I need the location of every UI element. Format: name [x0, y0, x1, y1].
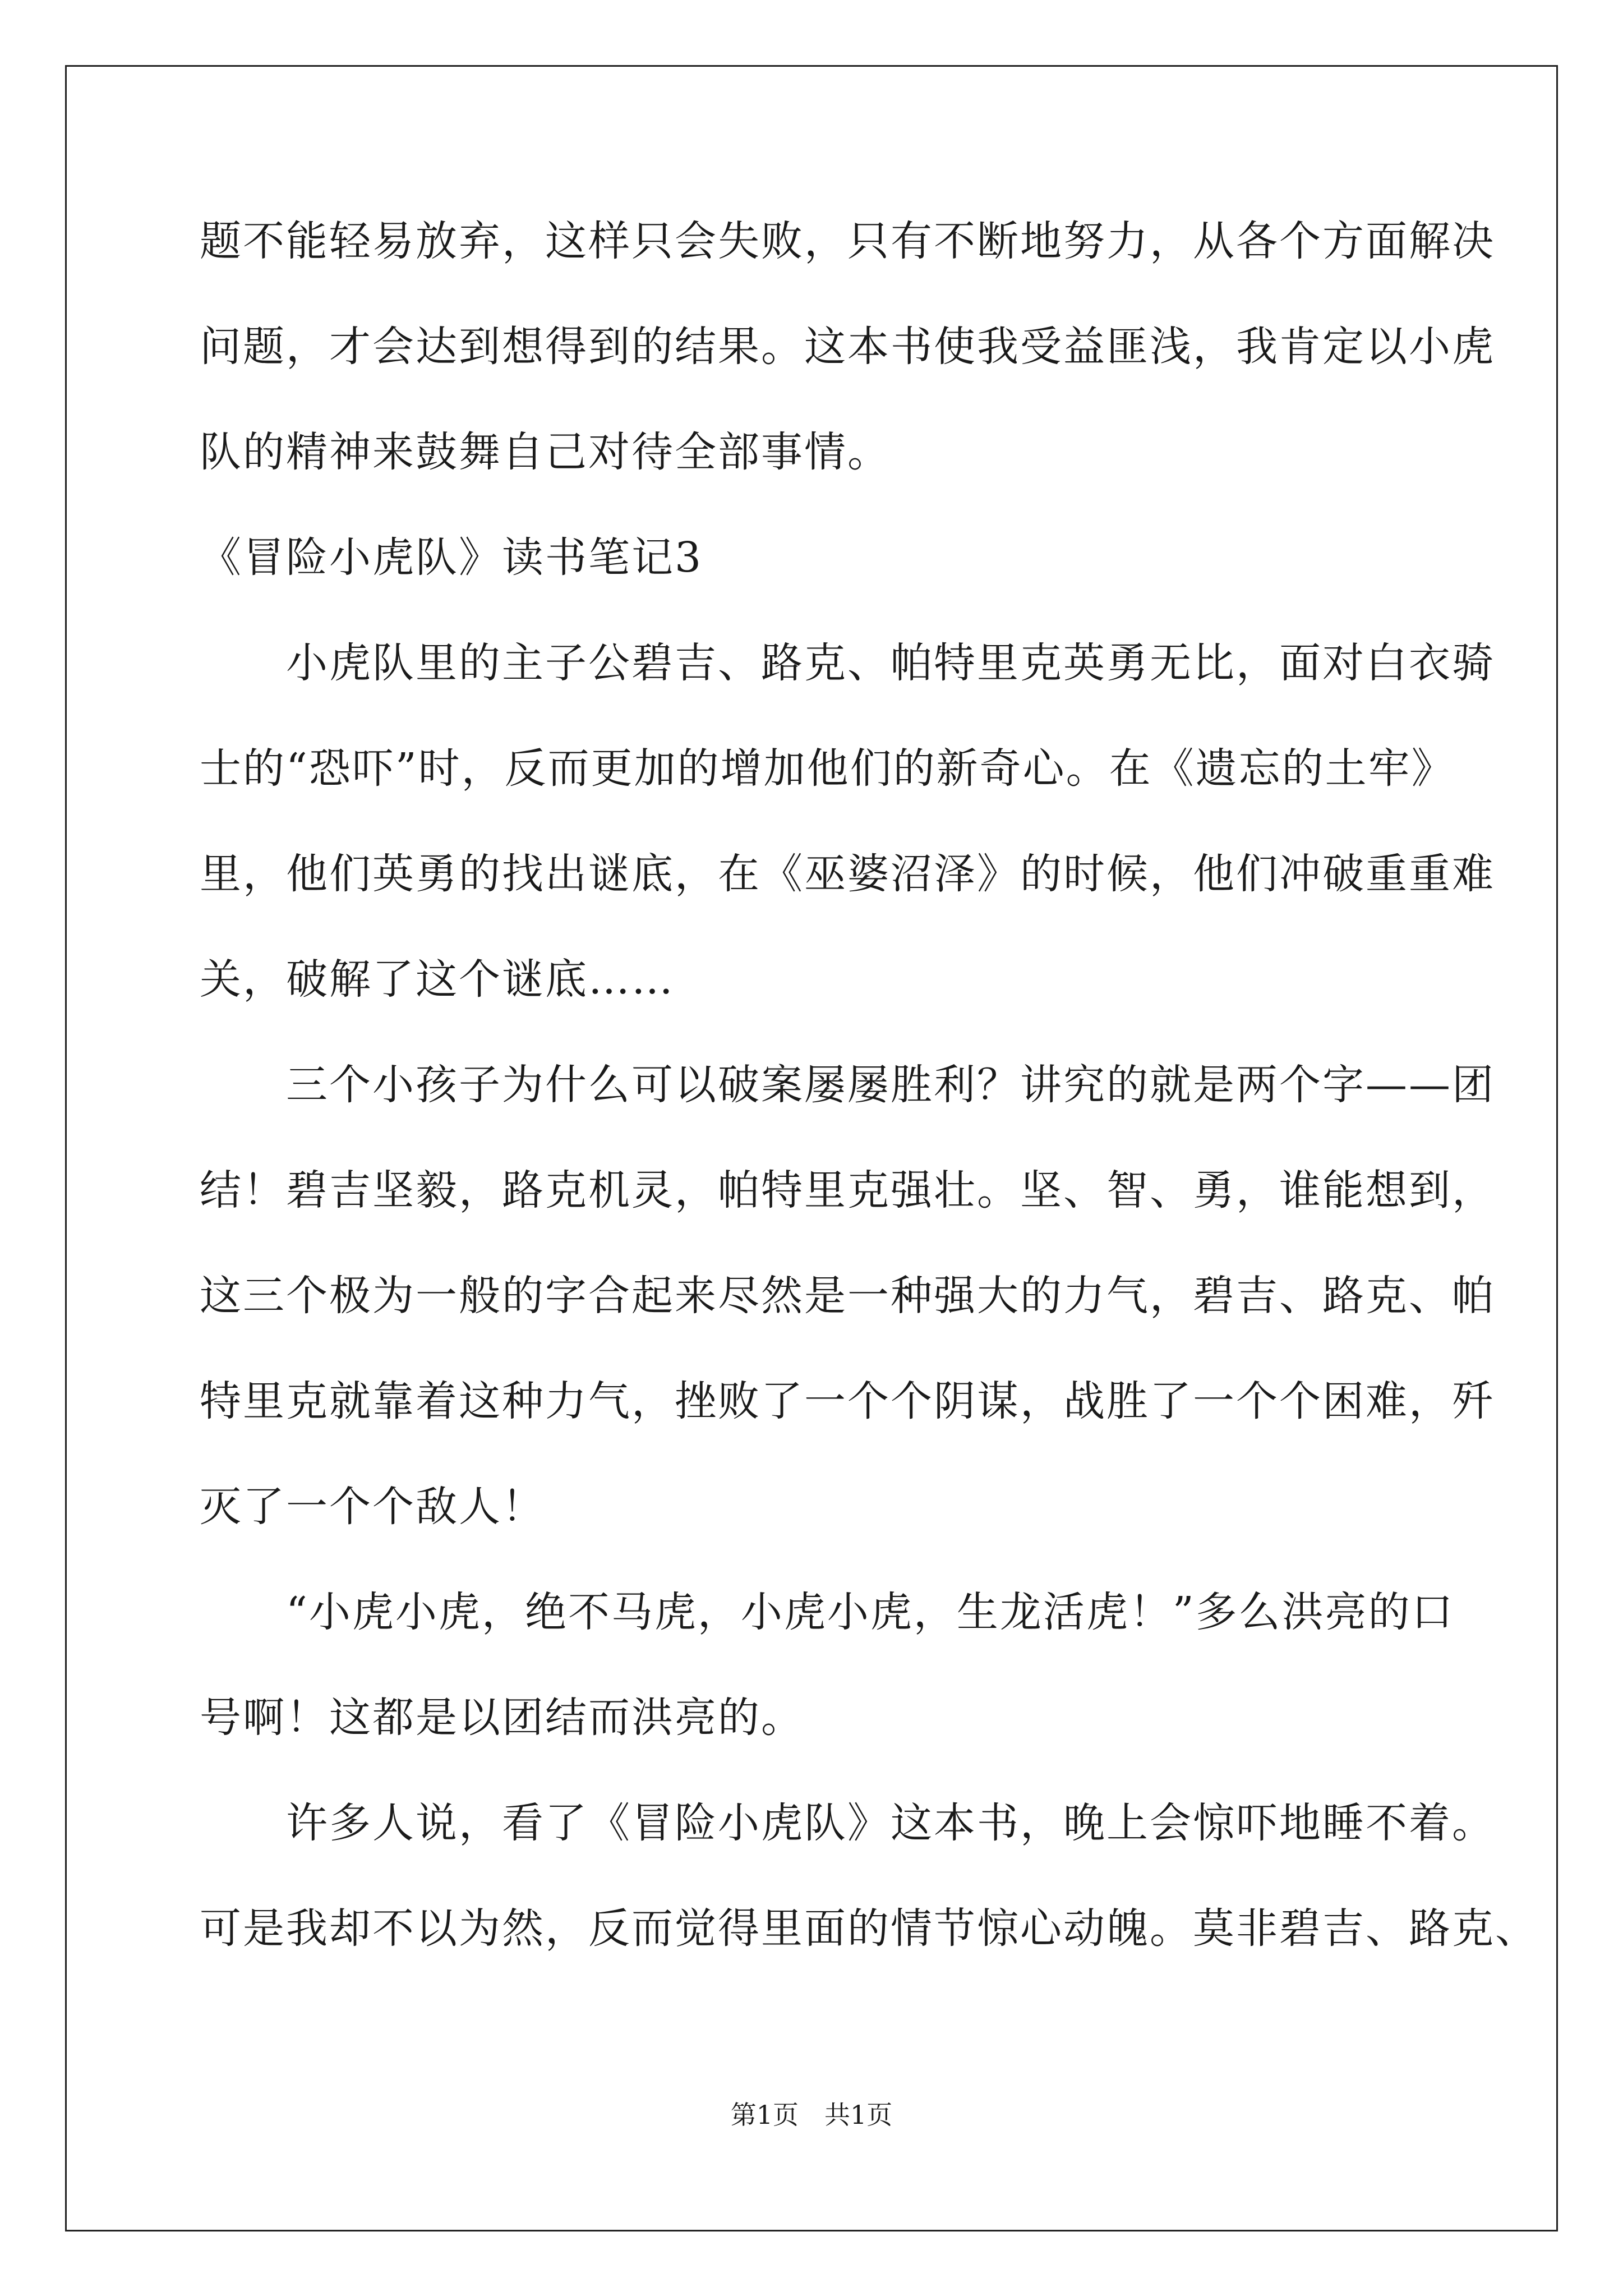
body-line: 队的精神来鼓舞自己对待全部事情。 [200, 428, 891, 476]
body-line: 这三个极为一般的字合起来尽然是一种强大的力气，碧吉、路克、帕 [200, 1272, 1495, 1320]
body-line: 士的“恐吓”时，反而更加的增加他们的新奇心。在《遗忘的土牢》 [200, 744, 1455, 793]
body-line: 号啊！这都是以团结而洪亮的。 [200, 1694, 804, 1742]
body-line: 结！碧吉坚毅，路克机灵，帕特里克强壮。坚、智、勇，谁能想到， [200, 1166, 1495, 1214]
body-line: 许多人说，看了《冒险小虎队》这本书，晚上会惊吓地睡不着。 [200, 1799, 1495, 1847]
body-line: 小虎队里的主子公碧吉、路克、帕特里克英勇无比，面对白衣骑 [200, 639, 1495, 687]
body-line: 特里克就靠着这种力气，挫败了一个个阴谋，战胜了一个个困难，歼 [200, 1377, 1495, 1425]
page-number: 第1页 共1页 [730, 2100, 893, 2130]
body-line: 可是我却不以为然，反而觉得里面的情节惊心动魄。莫非碧吉、路克、 [200, 1904, 1538, 1953]
body-line: 问题，才会达到想得到的结果。这本书使我受益匪浅，我肯定以小虎 [200, 323, 1495, 371]
body-line: 题不能轻易放弃，这样只会失败，只有不断地努力，从各个方面解决 [200, 217, 1495, 265]
section-heading: 《冒险小虎队》读书笔记3 [200, 533, 703, 582]
body-line: 关，破解了这个谜底…… [200, 955, 675, 1004]
body-line: 三个小孩子为什么可以破案屡屡胜利？讲究的就是两个字——团 [200, 1061, 1495, 1109]
body-line: 灭了一个个敌人！ [200, 1483, 545, 1531]
body-line: 里，他们英勇的找出谜底，在《巫婆沼泽》的时候，他们冲破重重难 [200, 850, 1495, 898]
body-line: “小虎小虎，绝不马虎，小虎小虎，生龙活虎！”多么洪亮的口 [200, 1588, 1455, 1636]
